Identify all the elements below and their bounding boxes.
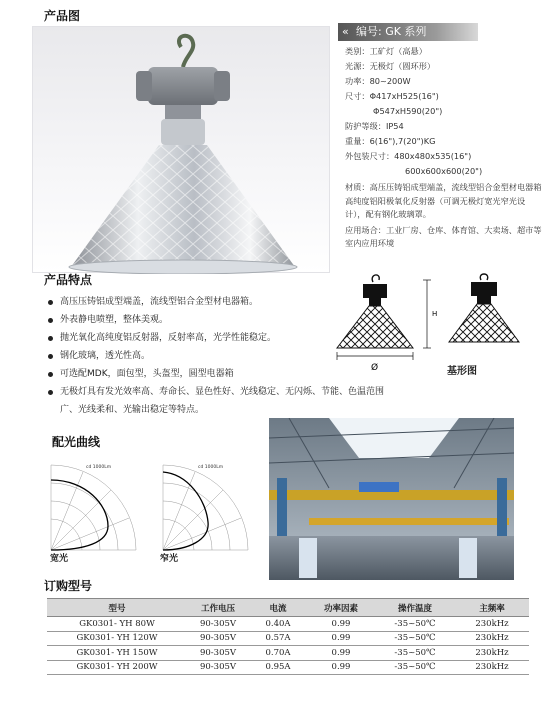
cell-voltage: 90-305V xyxy=(187,646,249,661)
light-curve-title: 配光曲线 xyxy=(52,435,101,449)
col-header: 主频率 xyxy=(455,599,529,617)
feature-item-continuation: 广、光线柔和、光输出稳定等特点。 xyxy=(60,405,205,415)
cell-power-factor: 0.99 xyxy=(307,617,375,632)
order-title: 订购型号 xyxy=(44,579,93,593)
double-chevron-icon: « xyxy=(342,25,349,38)
spec-ip: 防护等级：IP54 xyxy=(345,121,404,131)
narrow-curve-label: 窄光 xyxy=(160,554,179,564)
col-header: 功率因素 xyxy=(307,599,375,617)
spec-category: 类别：工矿灯（高悬） xyxy=(345,46,427,56)
cell-current: 0.70A xyxy=(249,646,307,661)
cell-current: 0.57A xyxy=(249,631,307,646)
feature-item: 高压压铸铝成型端盖，流线型铝合金型材电器箱。 xyxy=(48,293,508,311)
col-header: 工作电压 xyxy=(187,599,249,617)
feature-item: 可选配MDK，面包型，头盔型，圆型电器箱 xyxy=(48,365,508,383)
feature-item: 抛光氧化高纯度铝反射器，反射率高，光学性能稳定。 xyxy=(48,329,508,347)
series-banner: « 编号: GK 系列 xyxy=(338,23,478,41)
narrow-curve-polar-chart xyxy=(158,460,253,555)
spec-pack-20: 600x600x600(20") xyxy=(405,166,483,176)
cell-temperature: -35~50℃ xyxy=(375,646,455,661)
lamp-line-drawing xyxy=(335,272,535,377)
feature-item: 无极灯具有发光效率高、寿命长、显色性好、光线稳定、无闪烁、节能、色温范围 xyxy=(48,383,508,401)
spec-weight: 重量：6(16"),7(20")KG xyxy=(345,136,436,146)
factory-application-photo xyxy=(269,418,514,580)
product-photo xyxy=(32,26,330,273)
spec-list xyxy=(345,44,545,251)
spec-pack-16: 外包装尺寸：480x480x535(16") xyxy=(345,151,472,161)
industrial-hall-image xyxy=(269,418,514,580)
curve-unit-label: cd 1000Lm xyxy=(86,465,112,470)
cell-power-factor: 0.99 xyxy=(307,631,375,646)
high-bay-lamp-image xyxy=(33,27,331,274)
table-row xyxy=(47,617,529,632)
order-table-header xyxy=(47,599,529,617)
spec-material: 材质：高压压铸铝成型端盖，流线型铝合金型材电器箱高纯度铝阳极氧化反射器（可调无极灯宽光窄光设计），配有钢化玻璃罩。 xyxy=(345,182,542,219)
cell-frequency: 230kHz xyxy=(455,660,529,675)
cell-voltage: 90-305V xyxy=(187,617,249,632)
cell-power-factor: 0.99 xyxy=(307,646,375,661)
cell-model: GK0301- YH 200W xyxy=(47,660,187,675)
cell-current: 0.40A xyxy=(249,617,307,632)
spec-applications: 应用场合：工业厂房、仓库、体育馆、大卖场、超市等室内应用环境 xyxy=(345,224,542,248)
wide-curve-label: 宽光 xyxy=(50,554,69,564)
feature-item: 钢化玻璃，透光性高。 xyxy=(48,347,508,365)
table-row xyxy=(47,646,529,661)
col-header: 型号 xyxy=(47,599,187,617)
col-header: 电流 xyxy=(249,599,307,617)
cell-voltage: 90-305V xyxy=(187,660,249,675)
dimension-drawing xyxy=(335,272,535,377)
spec-power: 功率：80~200W xyxy=(345,76,411,86)
table-row xyxy=(47,631,529,646)
height-label: H xyxy=(432,310,438,318)
product-image-title: 产品图 xyxy=(44,9,81,23)
cell-frequency: 230kHz xyxy=(455,617,529,632)
cell-frequency: 230kHz xyxy=(455,631,529,646)
wide-curve-polar-chart xyxy=(46,460,141,555)
feature-item: 外表静电喷塑，整体美观。 xyxy=(48,311,508,329)
drawing-caption: 基形图 xyxy=(447,366,477,377)
col-header: 操作温度 xyxy=(375,599,455,617)
cell-temperature: -35~50℃ xyxy=(375,617,455,632)
spec-light-source: 光源：无极灯（圆环形） xyxy=(345,61,436,71)
features-title: 产品特点 xyxy=(44,273,93,287)
narrow-light-curve xyxy=(158,460,253,555)
spec-size-16: 尺寸：Φ417xH525(16") xyxy=(345,91,439,101)
curve-unit-label: cd 1000Lm xyxy=(198,465,224,470)
spec-size-20: Φ547xH590(20") xyxy=(373,106,443,116)
diameter-label: Ø xyxy=(371,363,379,373)
cell-model: GK0301- YH 150W xyxy=(47,646,187,661)
table-row xyxy=(47,660,529,675)
cell-temperature: -35~50℃ xyxy=(375,660,455,675)
order-table xyxy=(47,598,529,675)
cell-temperature: -35~50℃ xyxy=(375,631,455,646)
wide-light-curve xyxy=(46,460,141,555)
cell-frequency: 230kHz xyxy=(455,646,529,661)
cell-current: 0.95A xyxy=(249,660,307,675)
cell-model: GK0301- YH 120W xyxy=(47,631,187,646)
cell-voltage: 90-305V xyxy=(187,631,249,646)
cell-power-factor: 0.99 xyxy=(307,660,375,675)
cell-model: GK0301- YH 80W xyxy=(47,617,187,632)
